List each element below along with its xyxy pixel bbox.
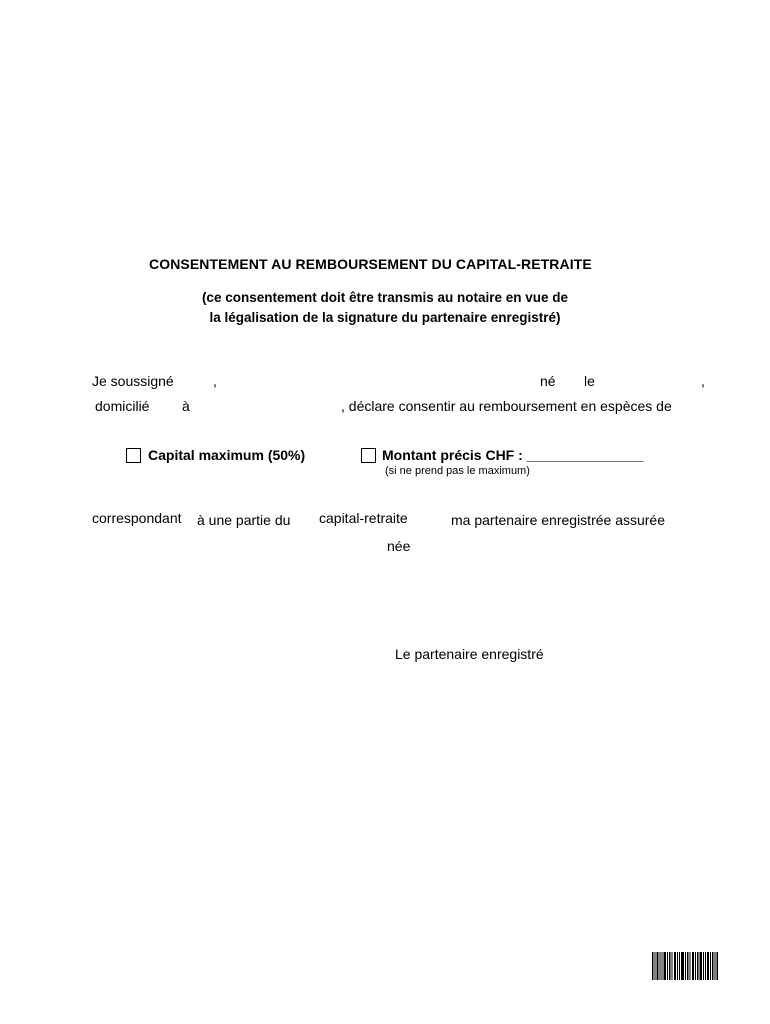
document-title: CONSENTEMENT AU REMBOURSEMENT DU CAPITAL-RETRAITE [149,256,592,272]
comma-after-date: , [701,373,705,389]
montant-precis-label: Montant précis CHF : _______________ [382,447,644,463]
declare-consentir-text: , déclare consentir au remboursement en espèces de [341,398,672,414]
correspondant-label: correspondant [92,510,182,526]
capital-maximum-label: Capital maximum (50%) [148,447,306,463]
document-subtitle-line1: (ce consentement doit être transmis au notaire en vue de [201,290,569,305]
comma-after-name: , [213,373,217,389]
montant-precis-note: (si ne prend pas le maximum) [385,465,530,477]
signature-label: Le partenaire enregistré [395,646,544,662]
capital-maximum-checkbox[interactable] [126,448,141,463]
ma-partenaire-label: ma partenaire enregistrée assurée [451,512,666,528]
document-subtitle-line2: la légalisation de la signature du partenaire enregistré) [209,310,561,325]
a-label: à [182,398,190,414]
je-soussigne-label: Je soussigné [92,373,174,389]
montant-precis-checkbox[interactable] [361,448,376,463]
une-partie-label: à une partie du [197,512,291,528]
nee-label: née [387,538,411,554]
barcode-icon [652,952,718,980]
ne-label: né [540,373,556,389]
domicilie-label: domicilié [95,398,150,414]
le-label: le [584,373,595,389]
capital-retraite-label: capital-retraite [319,510,408,526]
